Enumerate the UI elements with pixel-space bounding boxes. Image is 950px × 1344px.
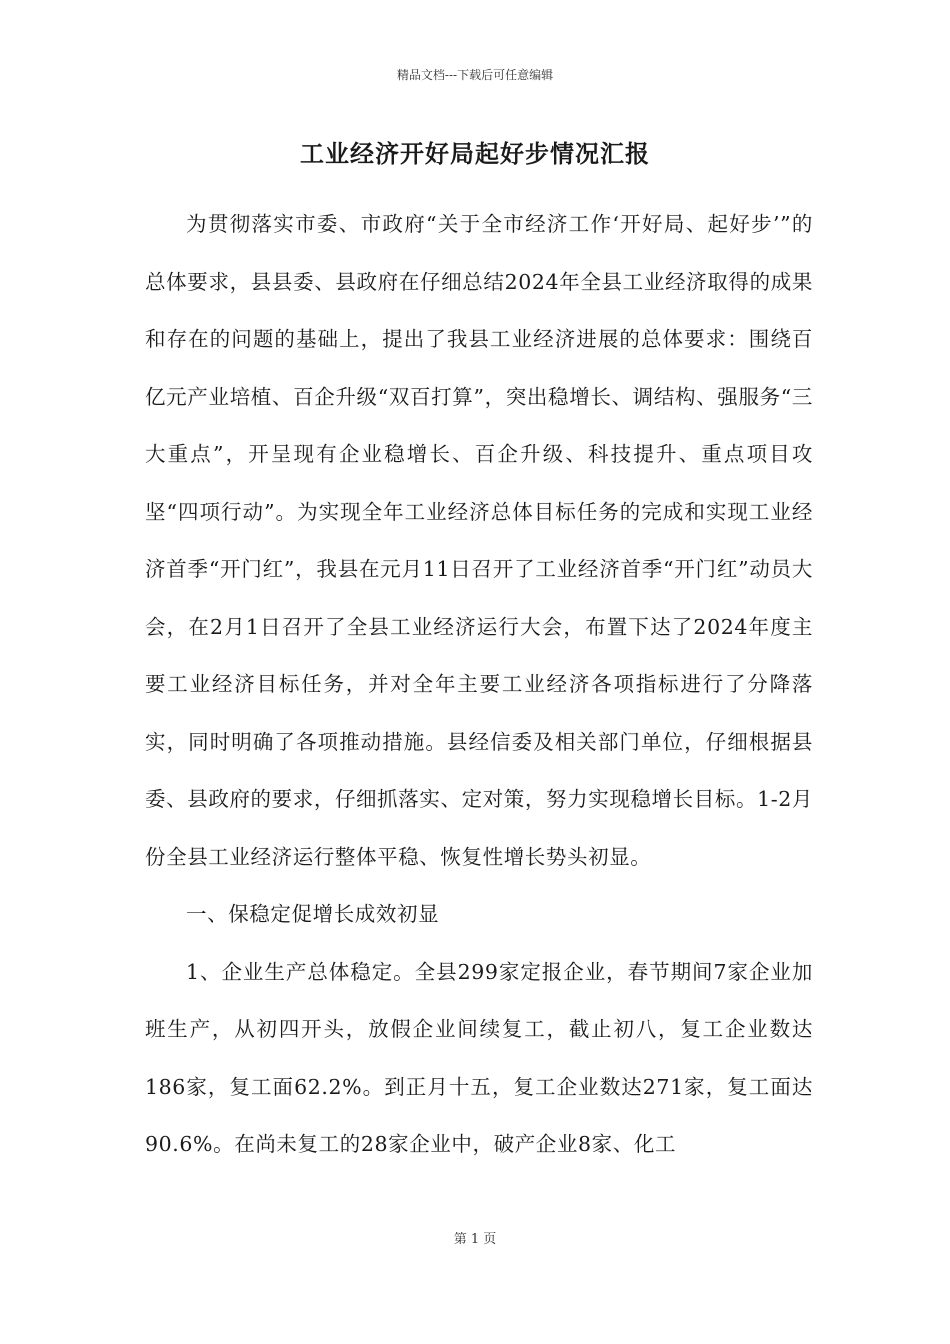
document-body (145, 196, 813, 1174)
page-number: 第 1 页 (453, 1232, 497, 1247)
paragraph-item-1: 1、企业生产总体稳定。全县299家定报企业，春节期间7家企业加班生产，从初四开头，放假企业间续复工，截止初八，复工企业数达186家，复工面62.2%。到正月十五，复工企业数达271家，复工面达90.6%。在尚未复工的28家企业中，破产企业8家、化工 (145, 959, 813, 1156)
section-heading-1: 一、保稳定促增长成效初显 (186, 902, 440, 926)
page-header: 精品文档---下载后可任意编辑 (396, 68, 554, 82)
document-title: 工业经济开好局起好步情况汇报 (300, 139, 650, 168)
paragraph-intro: 为贯彻落实市委、市政府“关于全市经济工作‘开好局、起好步’”的总体要求，县县委、县政府在仔细总结2024年全县工业经济取得的成果和存在的问题的基础上，提出了我县工业经济进展的总体要求：围绕百亿元产业培植、百企升级“双百打算”，突出稳增长、调结构、强服务“三大重点”，开呈现有企业稳增长、百企升级、科技提升、重点项目攻坚“四项行动”。为实现全年工业经济总体目标任务的完成和实现工业经济首季“开门红”，我县在元月11日召开了工业经济首季“开门红”动员大会，在2月1日召开了全县工业经济运行大会，布置下达了2024年度主要工业经济目标任务，并对全年主要工业经济各项指标进行了分降落实，同时明确了各项推动措施。县经信委及相关部门单位，仔细根据县委、县政府的要求，仔细抓落实、定对策，努力实现稳增长目标。1-2月份全县工业经济运行整体平稳、恢复性增长势头初显。 (145, 212, 813, 869)
